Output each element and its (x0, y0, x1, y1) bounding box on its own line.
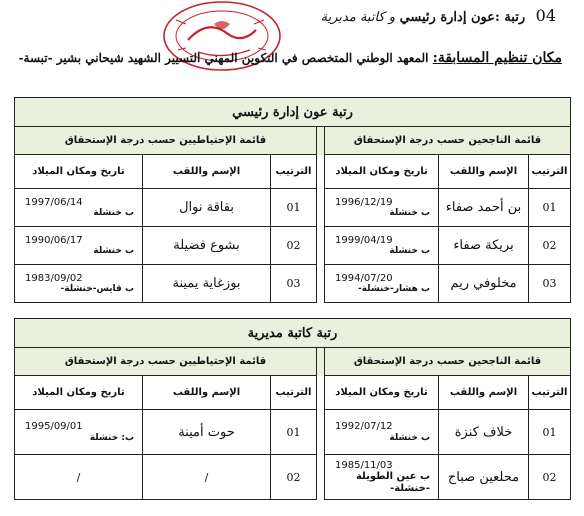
results-table-admin-agent (14, 97, 571, 303)
dob-cell: 1983/09/02 ب قايس-خنشلة- (15, 265, 143, 303)
name-cell: بريكة صفاء (439, 227, 529, 265)
dob-cell: 1990/06/17 ب خنشلة (15, 227, 143, 265)
col-header-dob: تاريخ ومكان الميلاد (325, 376, 439, 410)
name-cell: / (143, 455, 271, 500)
col-header-name: الإسم واللقب (439, 155, 529, 189)
col-header-dob: تاريخ ومكان الميلاد (325, 155, 439, 189)
rank-cell: 02 (529, 455, 571, 500)
table-row (15, 227, 571, 265)
dob-cell: 1994/07/20 ب هشار-خنشلة- (325, 265, 439, 303)
name-cell: بشوع فضيلة (143, 227, 271, 265)
name-cell: خلاف كنزة (439, 410, 529, 455)
dob-cell: 1985/11/03 ب عين الطويلة -خنشلة- (325, 455, 439, 500)
table-row (15, 455, 571, 500)
rank-cell: 02 (271, 227, 317, 265)
table-title: رتبة كاتبة مديرية (15, 319, 571, 348)
venue-value: المعهد الوطني المتخصص في التكوين المهني التسيير الشهيد شيحاني بشير -تبسة- (18, 51, 429, 65)
group-header-reserve: قائمة الإحتياطيين حسب درجة الإستحقاق (15, 348, 317, 376)
table-row (15, 410, 571, 455)
document-header (321, 6, 556, 25)
dob-cell: / (15, 455, 143, 500)
col-header-name: الإسم واللقب (143, 376, 271, 410)
venue-label: مكان تنظيم المسابقة: (432, 50, 562, 66)
table-title: رتبة عون إدارة رئيسي (15, 98, 571, 127)
col-header-rank: الترتيب (271, 155, 317, 189)
rank-cell: 02 (529, 227, 571, 265)
rank-cell: 01 (529, 410, 571, 455)
dob-cell: 1999/04/19 ب خنشلة (325, 227, 439, 265)
col-header-dob: تاريخ ومكان الميلاد (15, 155, 143, 189)
col-header-rank: الترتيب (529, 155, 571, 189)
venue-line (19, 50, 562, 66)
col-header-name: الإسم واللقب (439, 376, 529, 410)
name-cell: بوزغاية يمينة (143, 265, 271, 303)
rank-cell: 03 (271, 265, 317, 303)
results-table-secretary (14, 318, 571, 500)
group-header-success: قائمة الناجحين حسب درجة الإستحقاق (325, 348, 571, 376)
official-stamp-icon (158, 0, 286, 78)
dob-cell: 1997/06/14 ب خنشلة (15, 189, 143, 227)
name-cell: بقاقة نوال (143, 189, 271, 227)
col-header-dob: تاريخ ومكان الميلاد (15, 376, 143, 410)
rank-cell: 02 (271, 455, 317, 500)
name-cell: مخلوفي ريم (439, 265, 529, 303)
name-cell: محلعين صباح (439, 455, 529, 500)
rank-cell: 03 (529, 265, 571, 303)
col-header-name: الإسم واللقب (143, 155, 271, 189)
name-cell: حوت أمينة (143, 410, 271, 455)
rank-cell: 01 (529, 189, 571, 227)
dob-cell: 1992/07/12 ب خنشلة (325, 410, 439, 455)
rank-cell: 01 (271, 410, 317, 455)
name-cell: بن أحمد صفاء (439, 189, 529, 227)
table-row (15, 265, 571, 303)
group-header-reserve: قائمة الإحتياطيين حسب درجة الإستحقاق (15, 127, 317, 155)
dob-cell: 1996/12/19 ب خنشلة (325, 189, 439, 227)
header-title: رتبة :عون إدارة رئيسي (399, 10, 526, 25)
dob-cell: 1995/09/01 ب: خنشلة (15, 410, 143, 455)
section-number: 04 (535, 6, 556, 25)
table-row (15, 189, 571, 227)
rank-cell: 01 (271, 189, 317, 227)
col-header-rank: الترتيب (271, 376, 317, 410)
group-header-success: قائمة الناجحين حسب درجة الإستحقاق (325, 127, 571, 155)
col-header-rank: الترتيب (529, 376, 571, 410)
header-title-rest: و كاتبة مديرية (320, 10, 396, 25)
